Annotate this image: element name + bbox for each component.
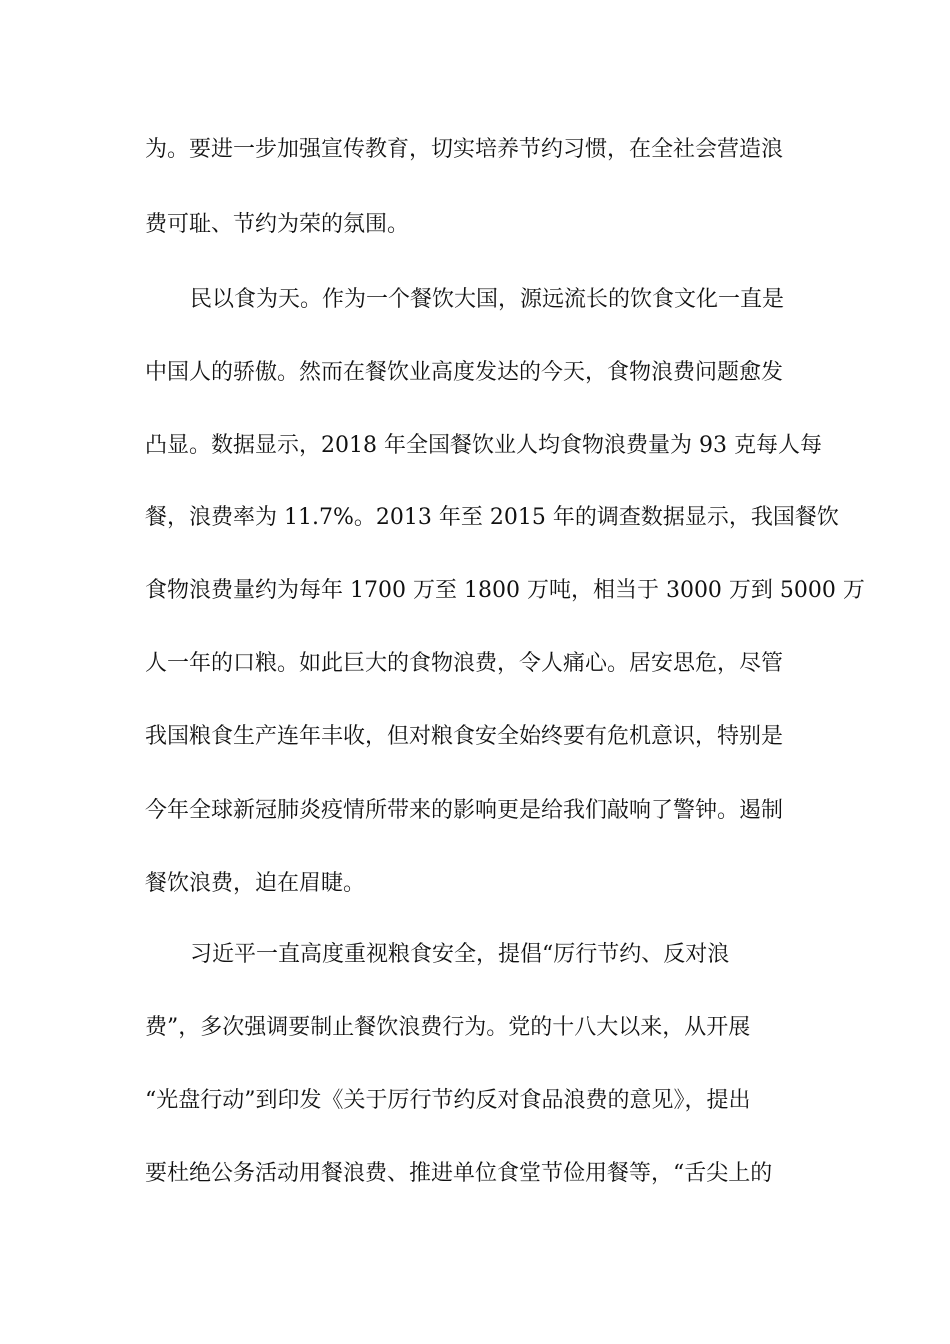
paragraph-line: 凸显。数据显示，2018 年全国餐饮业人均食物浪费量为 93 克每人每: [145, 433, 822, 458]
paragraph-line: 我国粮食生产连年丰收，但对粮食安全始终要有危机意识，特别是: [145, 724, 784, 749]
paragraph-line: 费可耻、节约为荣的氛围。: [145, 212, 410, 237]
paragraph-line: 费”，多次强调要制止餐饮浪费行为。党的十八大以来，从开展: [145, 1015, 751, 1040]
paragraph-line: 餐，浪费率为 11.7%。2013 年至 2015 年的调查数据显示，我国餐饮: [145, 505, 839, 530]
paragraph-line: 餐饮浪费，迫在眉睫。: [145, 871, 366, 896]
paragraph-line: 今年全球新冠肺炎疫情所带来的影响更是给我们敲响了警钟。遏制: [145, 798, 784, 823]
paragraph-line: 食物浪费量约为每年 1700 万至 1800 万吨，相当于 3000 万到 5000 万: [145, 578, 865, 603]
paragraph-line: 中国人的骄傲。然而在餐饮业高度发达的今天，食物浪费问题愈发: [145, 360, 784, 385]
paragraph-line: 人一年的口粮。如此巨大的食物浪费，令人痛心。居安思危，尽管: [145, 651, 784, 676]
paragraph-line: 要杜绝公务活动用餐浪费、推进单位食堂节俭用餐等，“舌尖上的: [145, 1161, 773, 1186]
paragraph-line: “光盘行动”到印发《关于厉行节约反对食品浪费的意见》，提出: [145, 1088, 751, 1113]
paragraph-line: 习近平一直高度重视粮食安全，提倡“厉行节约、反对浪: [190, 942, 730, 967]
paragraph-line: 为。要进一步加强宣传教育，切实培养节约习惯，在全社会营造浪: [145, 137, 784, 162]
paragraph-line: 民以食为天。作为一个餐饮大国，源远流长的饮食文化一直是: [190, 287, 785, 312]
